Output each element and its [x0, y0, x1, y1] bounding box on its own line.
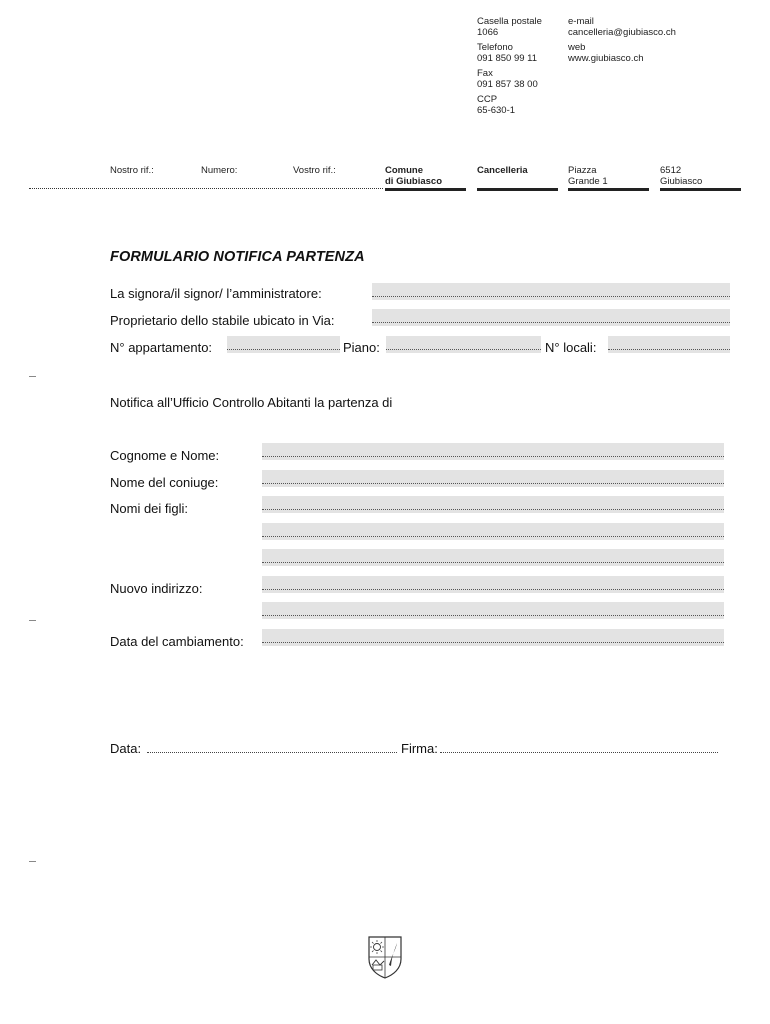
notifica-text: Notifica all’Ufficio Controllo Abitanti la partenza di	[110, 395, 393, 410]
locali-label: N° locali:	[545, 340, 597, 355]
ccp-label: CCP	[477, 94, 498, 105]
figli-field-3[interactable]	[262, 549, 724, 566]
proprietario-label: Proprietario dello stabile ubicato in Via:	[110, 313, 335, 328]
refbar-underline-cap	[660, 188, 741, 191]
indirizzo-field-1[interactable]	[262, 576, 724, 593]
refbar-underline-comune	[385, 188, 466, 191]
fold-mark-3	[29, 861, 36, 862]
fax-value: 091 857 38 00	[477, 79, 538, 90]
proprietario-field[interactable]	[372, 309, 730, 326]
piazza-address	[568, 165, 608, 187]
cap-citta	[660, 165, 702, 187]
data-field[interactable]	[147, 752, 397, 753]
fold-mark-1	[29, 376, 36, 377]
locali-field[interactable]	[608, 336, 730, 353]
cognome-label: Cognome e Nome:	[110, 448, 220, 463]
data-label: Data:	[110, 741, 142, 756]
comune-name	[385, 165, 442, 187]
piazza-line1: Piazza	[568, 165, 597, 176]
citta: Giubiasco	[660, 176, 703, 187]
email-value[interactable]: cancelleria@giubiasco.ch	[568, 27, 676, 38]
data-cambiamento-label: Data del cambiamento:	[110, 634, 244, 649]
figli-field-2[interactable]	[262, 523, 724, 540]
amministratore-label: La signora/il signor/ l’amministratore:	[110, 286, 322, 301]
web-value[interactable]: www.giubiasco.ch	[568, 53, 644, 64]
firma-field[interactable]	[440, 752, 718, 753]
casella-value: 1066	[477, 27, 499, 38]
indirizzo-label: Nuovo indirizzo:	[110, 581, 203, 596]
comune-line2: di Giubiasco	[385, 176, 443, 187]
web-label: web	[568, 42, 586, 53]
nostro-rif: Nostro rif.:	[110, 165, 154, 176]
contact-block-left	[477, 16, 542, 116]
coniuge-field[interactable]	[262, 470, 724, 487]
data-cambiamento-field[interactable]	[262, 629, 724, 646]
appartamento-label: N° appartamento:	[110, 340, 213, 355]
comune-line1: Comune	[385, 165, 423, 176]
figli-label: Nomi dei figli:	[110, 501, 189, 516]
refbar-dotted-rule	[29, 188, 383, 189]
figli-field-1[interactable]	[262, 496, 724, 513]
indirizzo-field-2[interactable]	[262, 602, 724, 619]
telefono-label: Telefono	[477, 42, 513, 53]
form-title: FORMULARIO NOTIFICA PARTENZA	[110, 249, 365, 265]
cognome-field[interactable]	[262, 443, 724, 460]
telefono-value: 091 850 99 11	[477, 53, 538, 64]
refbar-underline-cancelleria	[477, 188, 558, 191]
email-label: e-mail	[568, 16, 594, 27]
coniuge-label: Nome del coniuge:	[110, 475, 219, 490]
numero: Numero:	[201, 165, 238, 176]
piano-label: Piano:	[343, 340, 380, 355]
refbar-underline-piazza	[568, 188, 649, 191]
coat-of-arms-icon	[366, 935, 404, 979]
firma-label: Firma:	[401, 741, 438, 756]
ccp-value: 65-630-1	[477, 105, 516, 116]
cancelleria: Cancelleria	[477, 165, 528, 176]
appartamento-field[interactable]	[227, 336, 340, 353]
fax-label: Fax	[477, 68, 493, 79]
fold-mark-2	[29, 620, 36, 621]
vostro-rif: Vostro rif.:	[293, 165, 336, 176]
piazza-line2: Grande 1	[568, 176, 608, 187]
contact-block-right	[568, 16, 676, 64]
cap: 6512	[660, 165, 682, 176]
casella-label: Casella postale	[477, 16, 542, 27]
piano-field[interactable]	[386, 336, 541, 353]
amministratore-field[interactable]	[372, 283, 730, 300]
